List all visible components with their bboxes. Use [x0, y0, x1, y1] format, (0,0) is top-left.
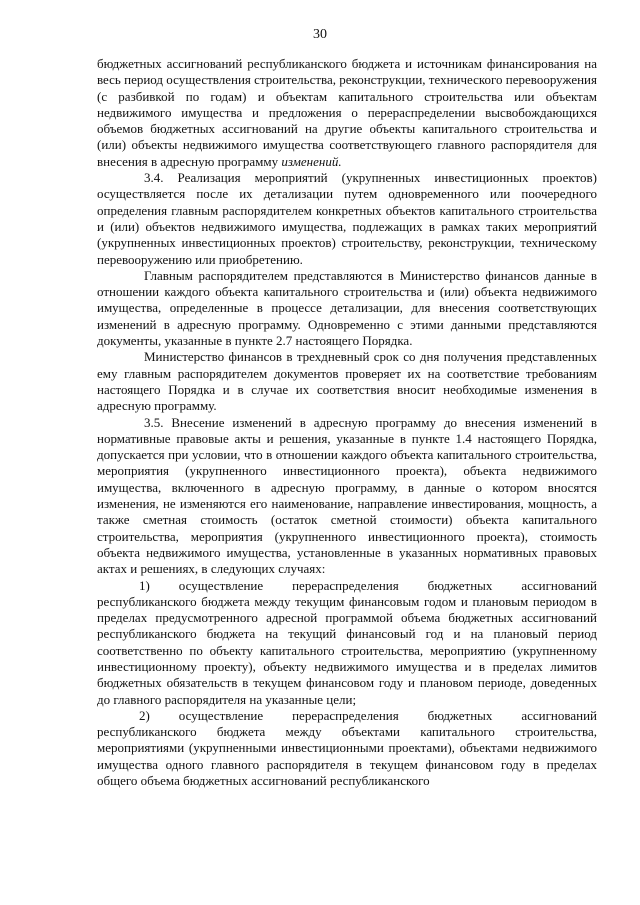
- page-number: 30: [313, 27, 327, 42]
- paragraph-text: бюджетных ассигнований республиканского бюджета и источникам финансирования на весь период осуществления строительства, реконструкции, технического перевооружения (с разбивкой по годам) и объектам капитального строительства или объектам недвижимого имущества и предложения о перераспределении высвобождающихся объемов бюджетных ассигнований на другие объекты капитального строительства и (или) объекты недвижимого имущества соответствующего главного распорядителя для внесения в адресную: [97, 56, 597, 169]
- paragraph-tail-italic: изменений.: [278, 153, 342, 169]
- list-item-1: 1) осуществление перераспределения бюджетных ассигнований республиканского бюджета между текущим финансовым годом и плановым периодом в пределах предусмотренного адресной программой объема бюджетных ассигнований республиканского бюджета на текущий финансовый год и на плановый период соответственно по объекту капитального строительства, мероприятию (укрупненному инвестиционному проекту), объекту недвижимого имущества и в пределах лимитов бюджетных обязательств в текущем финансовом году и плановом периоде, доведенных до главного распорядителя на указанные цели;: [97, 577, 597, 707]
- paragraph-3-5: 3.5. Внесение изменений в адресную программу до внесения изменений в нормативные правовые акты и решения, указанные в пункте 1.4 настоящего Порядка, допускается при условии, что в отношении каждого объекта капитального строительства, мероприятия (укрупненного инвестиционного проекта), объекта недвижимого имущества, включенного в адресную программу, в данные о котором вносятся изменения, не изменяются его наименование, направление инвестирования, мощность, а также сметная стоимость (остаток сметной стоимости) объекта капитального строительства, мероприятия (укрупненного инвестиционного проекта), стоимость объекта недвижимого имущества, установленные в указанных нормативных правовых актах и решениях, в следующих случаях:: [97, 414, 597, 577]
- paragraph-ministry-check: Министерство финансов в трехдневный срок со дня получения представленных ему главным распорядителем документов проверяет их на соответствие требованиям настоящего Порядка и в случае их соответствия вносит необходимые изменения в адресную программу.: [97, 349, 597, 414]
- paragraph-main-manager-data: Главным распорядителем представляются в Министерство финансов данные в отношении каждого объекта капитального строительства и (или) объекта недвижимого имущества, определенные в процессе детализации, для внесения соответствующих изменений в адресную программу. Одновременно с этими данными представляются документы, указанные в пункте 2.7 настоящего Порядка.: [97, 267, 597, 349]
- paragraph-3-4: 3.4. Реализация мероприятий (укрупненных инвестиционных проектов) осуществляется после их детализации путем одновременного или поочередного определения главным распорядителем конкретных объектов капитального строительства и (или) объектов недвижимого имущества, подлежащих в рамках таких мероприятий (укрупненных инвестиционных проектов) строительству, реконструкции, техническому перевооружению или приобретению.: [97, 170, 597, 267]
- paragraph-continuation: [97, 56, 597, 170]
- document-body: [97, 56, 597, 789]
- list-item-2: 2) осуществление перераспределения бюджетных ассигнований республиканского бюджета между объектами капитального строительства, мероприятиями (укрупненными инвестиционными проектами), объектами недвижимого имущества одного главного распорядителя в текущем финансовом году в пределах общего объема бюджетных ассигнований республиканского: [97, 707, 597, 789]
- paragraph-tail: программу: [217, 153, 279, 169]
